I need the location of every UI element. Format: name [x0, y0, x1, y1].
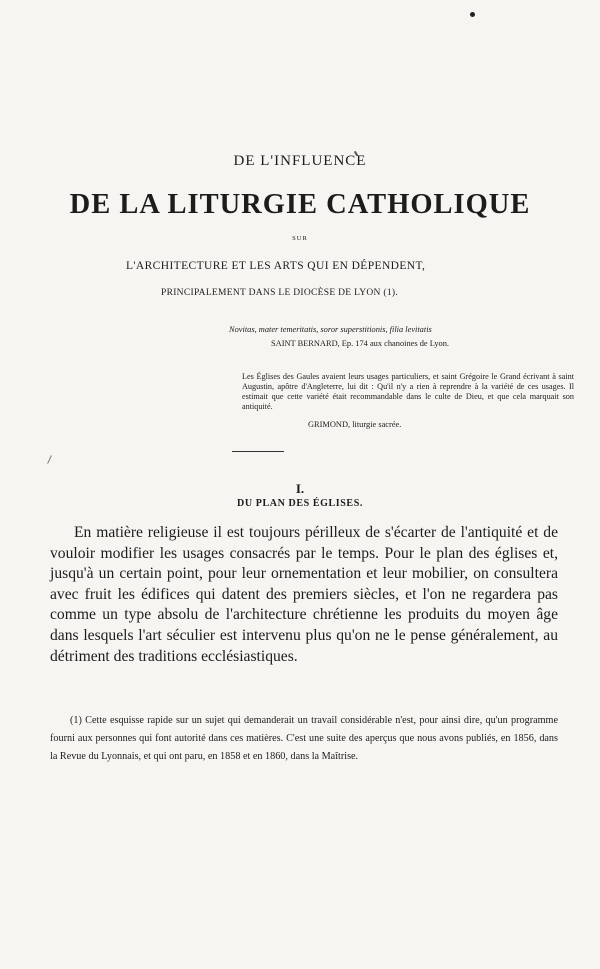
epigraph-text: Novitas, mater temeritatis, soror superstitionis, filia levitatis: [229, 325, 432, 334]
subtitle: L'ARCHITECTURE ET LES ARTS QUI EN DÉPENDENT,: [126, 260, 426, 272]
footnote: [50, 712, 558, 767]
epigraph-attribution: SAINT BERNARD, Ep. 174 aux chanoines de Lyon.: [271, 339, 450, 348]
title-small: DE L'INFLUENCE: [233, 153, 367, 169]
ink-spot: [470, 12, 475, 17]
epigraph-attribution: GRIMOND, liturgie sacrée.: [308, 420, 402, 429]
footnote-text: (1) Cette esquisse rapide sur un sujet qui demanderait un travail considérable n'est, pour ainsi dire, qu'un programme fourni aux personnes qui font autorité dans ces matières. C'est une suite des aperçus que nous avons publiés, en 1856, dans la Revue du Lyonnais, et qui ont paru, en 1858 et en 1860, dans la Maîtrise.: [50, 715, 558, 763]
section-divider: [232, 451, 284, 452]
section-heading: DU PLAN DES ÉGLISES.: [237, 498, 363, 509]
body-paragraph: [50, 523, 558, 667]
body-text: En matière religieuse il est toujours périlleux de s'écarter de l'antiquité et de vouloir modifier les usages consacrés par le temps. Pour le plan des églises et, jusqu'à un certain point, pour leur ornementation et leur mobilier, on consultera avec fruit les édifices qui datent des premiers siècles, et l'on ne regardera pas comme un type absolu de l'architecture chrétienne les produits du moyen âge dans lesquels l'art séculier est intervenu plus qu'on ne le pense généralement, au détriment des traditions ecclésiastiques.: [50, 524, 558, 665]
title-large: DE LA LITURGIE CATHOLIQUE: [69, 189, 531, 220]
epigraph-text: Les Églises des Gaules avaient leurs usages particuliers, et saint Grégoire le Grand écrivant à saint Augustin, apôtre d'Angleterre, lui dit : Qu'il n'y a rien à reprendre à la variété de ces usages. Il estimait que cette variété était recommandable dans le culte de Dieu, et que cela marquait son antiquité.: [242, 372, 574, 411]
section-number: I.: [295, 481, 305, 496]
stray-mark: [47, 455, 52, 464]
subtitle-diocese: PRINCIPALEMENT DANS LE DIOCÈSE DE LYON (1).: [161, 288, 399, 298]
title-connector: SUR: [292, 235, 308, 242]
